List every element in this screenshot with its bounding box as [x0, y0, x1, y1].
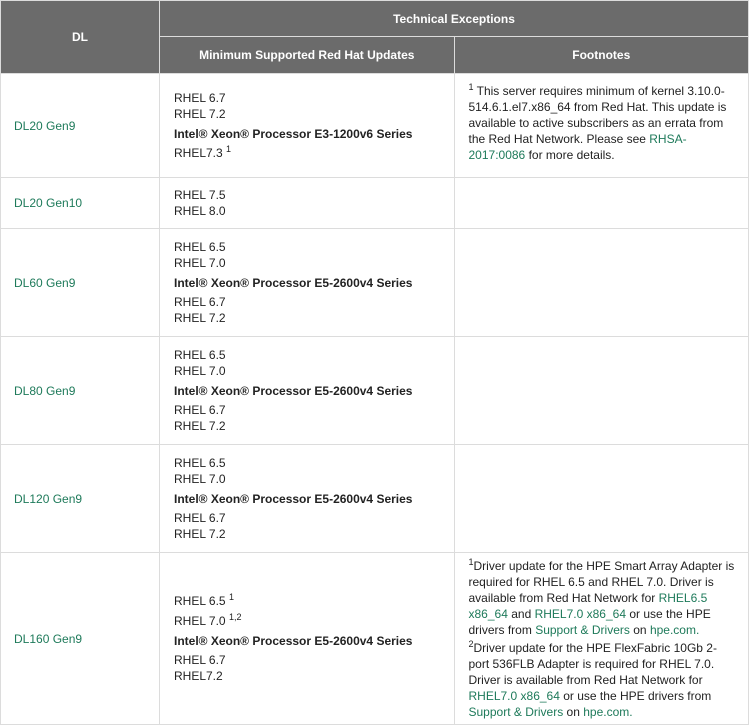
table-row: [1, 445, 749, 553]
footnote-ref: 1,2: [228, 612, 242, 622]
rhel-version: RHEL 7.2: [174, 419, 226, 433]
row-dl-name: DL20 Gen9: [1, 74, 160, 178]
hpe-com-link[interactable]: hpe.com.: [649, 622, 700, 637]
col-header-min-updates: Minimum Supported Red Hat Updates: [160, 37, 455, 74]
table-row: [1, 553, 749, 725]
rhel-updates-cell: [160, 229, 455, 337]
row-dl-name: DL80 Gen9: [1, 337, 160, 445]
row-dl-name: DL60 Gen9: [1, 229, 160, 337]
rhel-updates-cell: [160, 553, 455, 725]
rhel-updates-cell: [160, 445, 455, 553]
rhel-updates-cell: [160, 178, 455, 229]
rhel-version: RHEL 7.0: [174, 364, 226, 378]
support-drivers-link[interactable]: Support & Drivers: [468, 704, 564, 719]
rhel-version: RHEL 8.0: [174, 204, 226, 218]
rhel-version: RHEL7.3 $^1$: [174, 144, 232, 160]
hpe-com-link[interactable]: hpe.com.: [583, 704, 633, 719]
rhel-version: RHEL 6.5 $^1$: [174, 592, 234, 608]
footnote-cell: [454, 445, 749, 553]
footnote-cell: [454, 337, 749, 445]
footnote-ref: 1: [226, 144, 232, 154]
rhel-version: RHEL 6.7: [174, 653, 226, 667]
processor-series: Intel® Xeon® Processor E5-2600v4 Series: [174, 384, 413, 398]
footnote-text: $^1$Driver update for the HPE Smart Array Adapter is required for RHEL 6.5 and RHEL 7.0. Driver is available from Red Hat Network for RHEL6.5 x86_64 and RHEL7.0 x86_64 or use the HPE drivers from Support & Drivers on hpe.com.: [468, 556, 735, 637]
table-row: [1, 229, 749, 337]
rhel-version: RHEL 6.5: [174, 456, 226, 470]
rhel70-x86-link[interactable]: RHEL7.0 x86_64: [468, 688, 560, 703]
row-dl-name: DL20 Gen10: [1, 178, 160, 229]
footnote-cell: [454, 229, 749, 337]
rhel-version: RHEL 7.0: [174, 256, 226, 270]
footnote-cell: [454, 74, 749, 178]
processor-series: Intel® Xeon® Processor E5-2600v4 Series: [174, 276, 413, 290]
footnote-cell: [454, 178, 749, 229]
col-header-footnotes: Footnotes: [454, 37, 749, 74]
rhel-version: RHEL 6.7: [174, 91, 226, 105]
rhsa-link[interactable]: RHSA-2017:0086: [468, 132, 687, 162]
footnote-text: $^2$Driver update for the HPE FlexFabric 10Gb 2-port 536FLB Adapter is required for RHEL 7.0. Driver is available from Red Hat Network for RHEL7.0 x86_64 or use the HPE drivers from Support & Drivers on hpe.com.: [468, 638, 717, 719]
rhel-updates-cell: [160, 74, 455, 178]
rhel-version: RHEL 7.2: [174, 311, 226, 325]
row-dl-name: DL160 Gen9: [1, 553, 160, 725]
col-header-technical-exceptions: Technical Exceptions: [160, 1, 749, 37]
rhel-version: RHEL7.2: [174, 669, 223, 683]
table-row: [1, 74, 749, 178]
rhel-version: RHEL 6.5: [174, 240, 226, 254]
support-drivers-link[interactable]: Support & Drivers: [535, 622, 630, 637]
footnote-ref: 1: [228, 592, 234, 602]
table-row: [1, 178, 749, 229]
footnote-cell: [454, 553, 749, 725]
rhel-version: RHEL 6.7: [174, 511, 226, 525]
row-dl-name: DL120 Gen9: [1, 445, 160, 553]
col-header-dl: DL: [1, 1, 160, 74]
processor-series: Intel® Xeon® Processor E5-2600v4 Series: [174, 634, 413, 648]
rhel-version: RHEL 7.0: [174, 472, 226, 486]
rhel-version: RHEL 7.5: [174, 188, 226, 202]
rhel-updates-cell: [160, 337, 455, 445]
rhel70-x86-link[interactable]: RHEL7.0 x86_64: [534, 606, 626, 621]
rhel-version: RHEL 7.2: [174, 527, 226, 541]
rhel-version: RHEL 7.2: [174, 107, 226, 121]
rhel-version: RHEL 6.7: [174, 295, 226, 309]
table-row: [1, 337, 749, 445]
rhel-version: RHEL 6.5: [174, 348, 226, 362]
rhel65-x86-link[interactable]: RHEL6.5 x86_64: [468, 590, 708, 621]
rhel-version: RHEL 6.7: [174, 403, 226, 417]
rhel-version: RHEL 7.0 $^{1,2}$: [174, 612, 242, 628]
processor-series: Intel® Xeon® Processor E5-2600v4 Series: [174, 492, 413, 506]
footnote-text: $^1$ This server requires minimum of kernel 3.10.0-514.6.1.el7.x86_64 from Red Hat. This update is available to active subscribers as an errata from the Red Hat Network. Please see RHSA-2017:0086 for more details.: [468, 82, 727, 162]
processor-series: Intel® Xeon® Processor E3-1200v6 Series: [174, 127, 413, 141]
